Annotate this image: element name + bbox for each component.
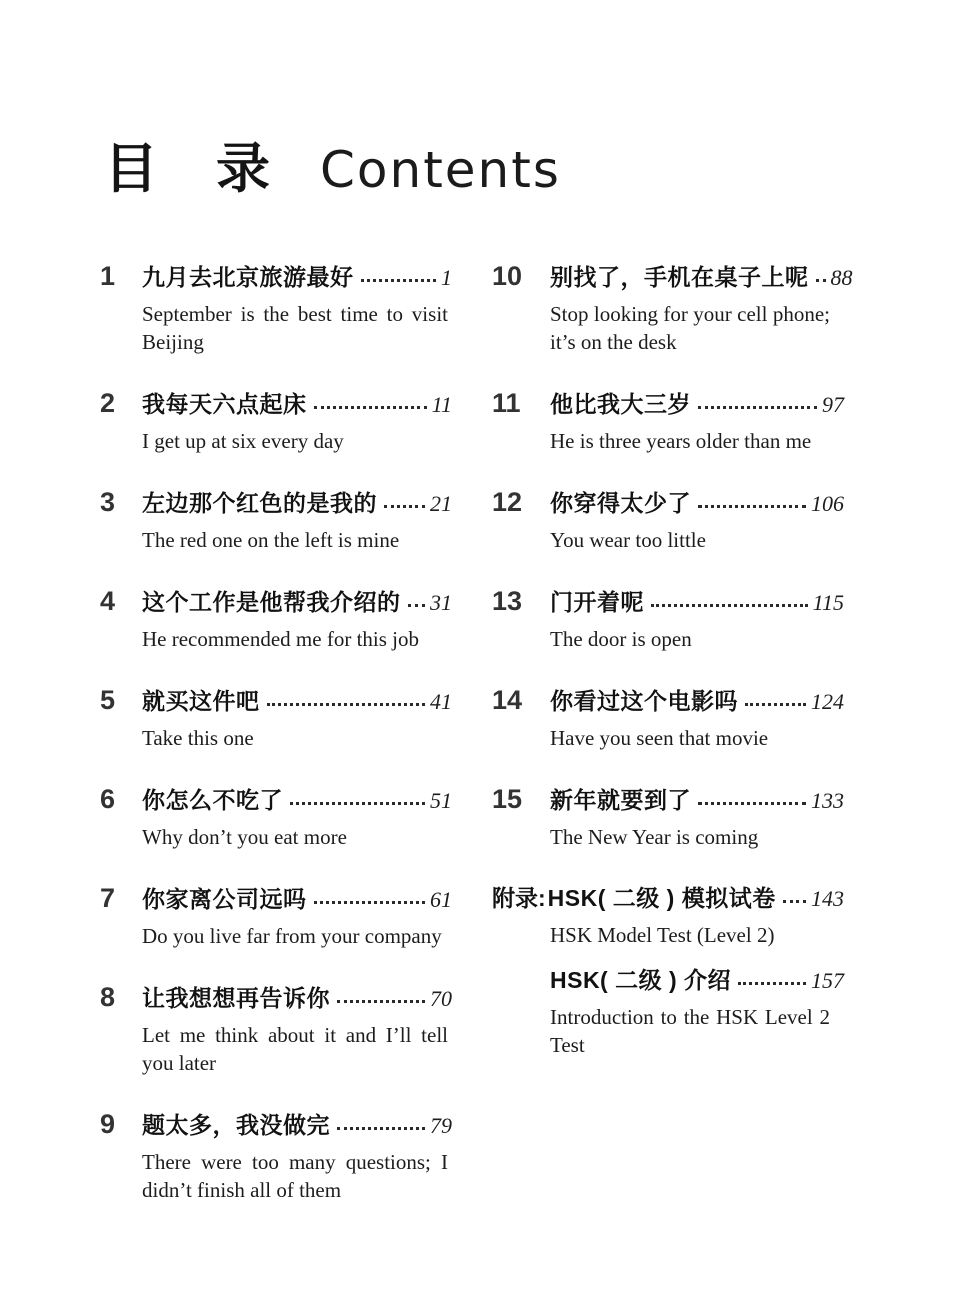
entry-subtitle-en: There were too many questions; I didn’t finish all of them [142, 1150, 448, 1202]
entry-number: 附录: [492, 885, 546, 911]
entry-title-row [492, 259, 853, 295]
entry-number: 1 [100, 261, 116, 291]
entry-title-row [100, 259, 452, 295]
dot-leader [408, 604, 426, 607]
entry-title-row [492, 963, 844, 998]
entry-page-number: 133 [811, 788, 844, 813]
toc-columns [100, 259, 960, 1234]
dot-leader [267, 703, 426, 706]
entry-title-zh: 别找了，手机在桌子上呢 [550, 264, 809, 290]
toc-entry [100, 782, 452, 851]
entry-page-number: 79 [430, 1113, 452, 1138]
entry-subtitle-en: The door is open [550, 627, 692, 651]
entry-title-zh: 你看过这个电影吗 [550, 688, 738, 714]
dot-leader [651, 604, 808, 607]
entry-subtitle-en: Take this one [142, 726, 254, 750]
entry-title-row [100, 881, 452, 917]
entry-page-number: 157 [811, 968, 844, 993]
toc-column-right [492, 259, 853, 1234]
page-title-chinese: 目 录 [104, 139, 272, 199]
entry-number: 9 [100, 1109, 116, 1139]
entry-subtitle-en: You wear too little [550, 528, 706, 552]
toc-entry [492, 683, 844, 752]
dot-leader [290, 802, 425, 805]
entry-title-zh: HSK( 二级 ) 模拟试卷 [547, 885, 776, 911]
entry-title-row [492, 485, 844, 521]
entry-page-number: 143 [811, 886, 844, 911]
entry-page-number: 41 [430, 689, 452, 714]
entry-title-zh: 这个工作是他帮我介绍的 [142, 589, 401, 615]
dot-leader [738, 982, 806, 985]
entry-title-row [100, 683, 452, 719]
entry-title-row [492, 881, 844, 916]
entry-title-zh: 就买这件吧 [142, 688, 260, 714]
entry-page-number: 70 [430, 986, 452, 1011]
entry-subtitle-en: September is the best time to visit Beijing [142, 302, 448, 354]
entry-subtitle-en: Why don’t you eat more [142, 825, 347, 849]
entry-subtitle-en: Introduction to the HSK Level 2 Test [550, 1005, 830, 1057]
entry-page-number: 31 [430, 590, 452, 615]
entry-page-number: 21 [430, 491, 452, 516]
entry-title-zh: HSK( 二级 ) 介绍 [550, 967, 732, 993]
toc-entry [100, 259, 452, 356]
entry-subtitle-en: Do you live far from your company [142, 924, 442, 948]
entry-number: 5 [100, 685, 116, 715]
entry-title-zh: 你家离公司远吗 [142, 886, 307, 912]
entry-number: 10 [492, 261, 523, 291]
entry-title-row [100, 584, 452, 620]
entry-page-number: 61 [430, 887, 452, 912]
entry-title-zh: 门开着呢 [550, 589, 644, 615]
entry-title-row [492, 683, 844, 719]
entry-page-number: 88 [830, 265, 853, 290]
entry-title-zh: 我每天六点起床 [142, 391, 307, 417]
toc-entry [492, 259, 853, 356]
entry-page-number: 124 [811, 689, 844, 714]
toc-entry [492, 584, 844, 653]
entry-title-zh: 他比我大三岁 [550, 391, 691, 417]
dot-leader [314, 406, 427, 409]
entry-number: 7 [100, 883, 116, 913]
entry-title-row [492, 386, 844, 422]
entry-page-number: 11 [431, 392, 452, 417]
toc-entry [100, 485, 452, 554]
dot-leader [698, 406, 817, 409]
page-title-english: Contents [320, 141, 561, 199]
toc-entry [100, 584, 452, 653]
entry-title-zh: 你怎么不吃了 [142, 787, 283, 813]
entry-number: 3 [100, 487, 116, 517]
entry-page-number: 51 [430, 788, 452, 813]
entry-page-number: 115 [812, 590, 844, 615]
toc-entry [100, 980, 452, 1077]
entry-number: 6 [100, 784, 116, 814]
entry-subtitle-en: The New Year is coming [550, 825, 759, 849]
toc-entry [100, 881, 452, 950]
entry-number: 15 [492, 784, 523, 814]
toc-entry [492, 782, 844, 851]
dot-leader [361, 279, 437, 282]
entry-page-number: 97 [822, 392, 844, 417]
entry-number: 11 [492, 388, 521, 418]
entry-title-row [100, 386, 452, 422]
dot-leader [745, 703, 806, 706]
entry-number: 2 [100, 388, 116, 418]
toc-column-left [100, 259, 452, 1234]
entry-title-row [100, 782, 452, 818]
entry-subtitle-en: He is three years older than me [550, 429, 812, 453]
entry-number: 14 [492, 685, 523, 715]
dot-leader [698, 802, 806, 805]
entry-title-zh: 题太多，我没做完 [142, 1112, 330, 1138]
entry-subtitle-en: Stop looking for your cell phone; it’s on the desk [550, 302, 830, 354]
entry-title-zh: 让我想想再告诉你 [142, 985, 330, 1011]
toc-entry [100, 386, 452, 455]
dot-leader [816, 279, 826, 282]
entry-title-row [492, 782, 844, 818]
entry-number: 4 [100, 586, 116, 616]
toc-entry [492, 386, 844, 455]
entry-subtitle-en: He recommended me for this job [142, 627, 419, 651]
entry-page-number: 1 [441, 265, 452, 290]
entry-title-row [100, 485, 452, 521]
entry-subtitle-en: The red one on the left is mine [142, 528, 400, 552]
dot-leader [337, 1127, 425, 1130]
entry-subtitle-en: HSK Model Test (Level 2) [550, 923, 775, 947]
entry-number: 13 [492, 586, 523, 616]
entry-title-row [492, 584, 844, 620]
entry-number: 12 [492, 487, 523, 517]
toc-entry [100, 1107, 452, 1204]
entry-subtitle-en: I get up at six every day [142, 429, 344, 453]
toc-entry [492, 485, 844, 554]
entry-title-zh: 九月去北京旅游最好 [142, 264, 354, 290]
entry-title-zh: 新年就要到了 [550, 787, 691, 813]
entry-title-row [100, 1107, 452, 1143]
toc-entry [492, 881, 844, 949]
dot-leader [314, 901, 426, 904]
entry-number: 8 [100, 982, 116, 1012]
toc-entry [100, 683, 452, 752]
entry-page-number: 106 [811, 491, 844, 516]
entry-subtitle-en: Have you seen that movie [550, 726, 769, 750]
entry-subtitle-en: Let me think about it and I’ll tell you later [142, 1023, 448, 1075]
dot-leader [337, 1000, 425, 1003]
entry-title-zh: 你穿得太少了 [550, 490, 691, 516]
entry-title-zh: 左边那个红色的是我的 [142, 490, 377, 516]
page-title [104, 126, 960, 203]
entry-title-row [100, 980, 452, 1016]
dot-leader [698, 505, 806, 508]
dot-leader [384, 505, 425, 508]
toc-entry [492, 963, 844, 1059]
dot-leader [783, 900, 806, 903]
